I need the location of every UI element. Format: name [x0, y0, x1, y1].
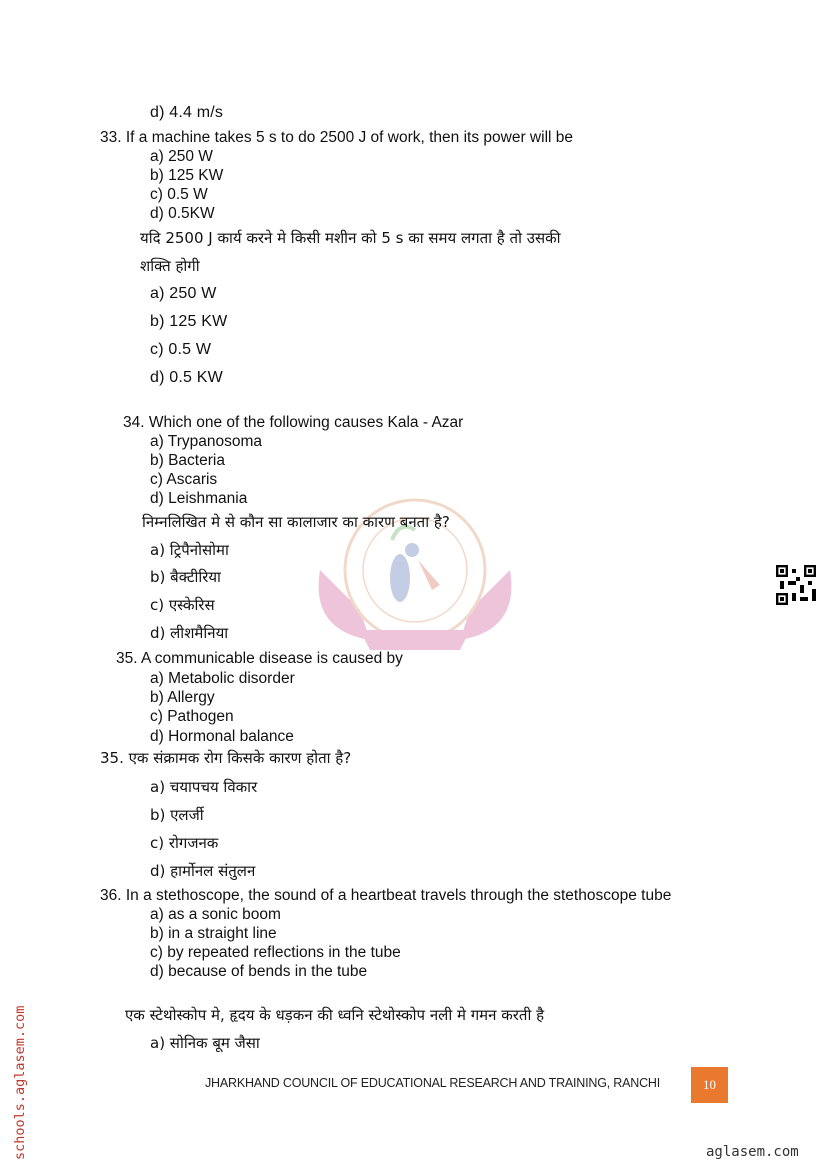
q34-option-d: d) Leishmania	[150, 490, 248, 507]
q36-option-d: d) because of bends in the tube	[150, 963, 368, 980]
q33-option-a: a) 250 W	[150, 148, 213, 165]
q33-hindi-option-c: c) 0.5 W	[150, 341, 212, 358]
q35-hindi-option-d: d) हार्मोनल संतुलन	[150, 862, 256, 880]
footer-council-name: JHARKHAND COUNCIL OF EDUCATIONAL RESEARCH AND TRAINING, RANCHI	[205, 1076, 661, 1090]
q35-hindi-question: 35. एक संक्रामक रोग किसके कारण होता है?	[100, 749, 352, 767]
q34-option-c: c) Ascaris	[150, 471, 218, 488]
q36-option-c: c) by repeated reflections in the tube	[150, 944, 401, 961]
q35-hindi-option-c: c) रोगजनक	[150, 834, 219, 852]
q33-hindi-question-line1: यदि 2500 J कार्य करने मे किसी मशीन को 5 s का समय लगता है तो उसकी	[140, 229, 561, 247]
q33-hindi-option-a: a) 250 W	[150, 285, 217, 302]
q34-hindi-question: निम्नलिखित मे से कौन सा कालाजार का कारण बनता है?	[142, 513, 450, 531]
q33-option-c: c) 0.5 W	[150, 186, 208, 203]
q36-hindi-option-a: a) सोनिक बूम जैसा	[150, 1034, 260, 1052]
q34-option-a: a) Trypanosoma	[150, 433, 262, 450]
q34-hindi-option-a: a) ट्रिपैनोसोमा	[150, 541, 229, 559]
q34-hindi-option-b: b) बैक्टीरिया	[150, 568, 221, 586]
q33-question: 33. If a machine takes 5 s to do 2500 J of work, then its power will be	[100, 129, 573, 146]
qr-code	[776, 565, 816, 605]
q36-question: 36. In a stethoscope, the sound of a heartbeat travels through the stethoscope tube	[100, 887, 672, 904]
q35-hindi-option-a: a) चयापचय विकार	[150, 778, 258, 796]
bottom-watermark-url: aglasem.com	[706, 1144, 799, 1160]
q35-question: 35. A communicable disease is caused by	[116, 650, 403, 667]
q34-option-b: b) Bacteria	[150, 452, 225, 469]
q33-option-d: d) 0.5KW	[150, 205, 215, 222]
q34-hindi-option-d: d) लीशमैनिया	[150, 624, 229, 642]
q33-hindi-option-d: d) 0.5 KW	[150, 369, 223, 386]
q35-option-a: a) Metabolic disorder	[150, 670, 295, 687]
q36-option-a: a) as a sonic boom	[150, 906, 281, 923]
q36-option-b: b) in a straight line	[150, 925, 277, 942]
q32-option-d: d) 4.4 m/s	[150, 104, 224, 121]
q35-option-b: b) Allergy	[150, 689, 215, 706]
q35-option-d: d) Hormonal balance	[150, 728, 294, 745]
page-number-badge: 10	[691, 1067, 728, 1103]
q33-option-b: b) 125 KW	[150, 167, 224, 184]
q34-hindi-option-c: c) एस्केरिस	[150, 596, 215, 614]
q34-question: 34. Which one of the following causes Kala - Azar	[123, 414, 464, 431]
q36-hindi-question: एक स्टेथोस्कोप मे, हृदय के धड़कन की ध्वनि स्टेथोस्कोप नली मे गमन करती है	[125, 1006, 545, 1024]
q35-option-c: c) Pathogen	[150, 708, 234, 725]
q33-hindi-option-b: b) 125 KW	[150, 313, 228, 330]
side-watermark-url: schools.aglasem.com	[12, 1005, 28, 1160]
q33-hindi-question-line2: शक्ति होगी	[140, 257, 200, 275]
q35-hindi-option-b: b) एलर्जी	[150, 806, 204, 824]
